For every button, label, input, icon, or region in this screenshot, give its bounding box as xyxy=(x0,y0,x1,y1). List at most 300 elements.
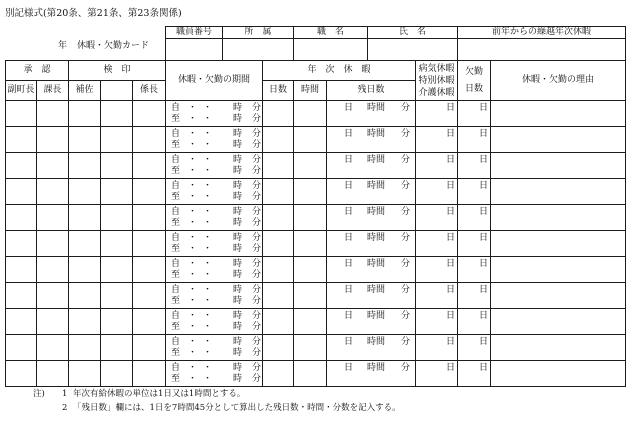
care-leave-label: 介護休暇 xyxy=(418,87,455,98)
absence-day-unit: 日 xyxy=(479,155,489,165)
subsection-chief-stamp-cell xyxy=(132,230,166,257)
vice-mayor-stamp-cell xyxy=(5,282,37,309)
other-leave-day-unit: 日 xyxy=(446,129,456,139)
assistant-chief-stamp-cell xyxy=(68,152,101,179)
period-from-label: 自 xyxy=(171,363,181,373)
annual-leave-days-cell xyxy=(262,230,294,257)
reason-header: 休暇・欠勤の理由 xyxy=(490,60,626,101)
remaining-hours-unit: 時間 xyxy=(367,181,386,191)
period-to-label: 至 xyxy=(171,244,181,254)
remaining-day-unit: 日 xyxy=(344,103,354,113)
remaining-hours-unit: 時間 xyxy=(367,207,386,217)
period-cell xyxy=(165,204,263,231)
remaining-day-unit: 日 xyxy=(344,337,354,347)
period-from-hour-label: 時 xyxy=(233,129,243,139)
other-leave-day-unit: 日 xyxy=(446,155,456,165)
remaining-days-cell xyxy=(326,360,416,387)
remaining-minutes-unit: 分 xyxy=(401,103,411,113)
record-row xyxy=(0,308,630,335)
period-to-hour-label: 時 xyxy=(233,374,243,384)
assistant-chief-stamp-cell xyxy=(68,230,101,257)
department-field xyxy=(222,38,294,61)
period-to-date-separator: ・ xyxy=(188,296,198,306)
annual-leave-days-cell xyxy=(262,152,294,179)
period-from-minute-label: 分 xyxy=(252,311,262,321)
remaining-hours-unit: 時間 xyxy=(367,233,386,243)
annual-leave-hours-cell xyxy=(293,308,327,335)
record-row xyxy=(0,100,630,127)
absence-day-unit: 日 xyxy=(479,363,489,373)
period-cell xyxy=(165,126,263,153)
position-field xyxy=(293,38,368,61)
subsection-chief-stamp-cell xyxy=(132,282,166,309)
remaining-hours-unit: 時間 xyxy=(367,363,386,373)
other-leave-days-cell xyxy=(415,178,458,205)
other-leave-days-cell xyxy=(415,360,458,387)
staff-number-field xyxy=(165,38,223,61)
period-to-date-separator: ・ xyxy=(188,244,198,254)
annual-leave-hours-cell xyxy=(293,178,327,205)
period-from-date-separator: ・ xyxy=(203,181,213,191)
other-leave-days-cell xyxy=(415,230,458,257)
annual-leave-hours-cell xyxy=(293,282,327,309)
annual-leave-hours-cell xyxy=(293,230,327,257)
period-from-minute-label: 分 xyxy=(252,129,262,139)
period-to-minute-label: 分 xyxy=(252,244,262,254)
subsection-chief-stamp-cell xyxy=(132,204,166,231)
assistant-chief-stamp-cell xyxy=(68,100,101,127)
note-text: 年次有給休暇の単位は1日又は1時間とする。 xyxy=(73,389,246,399)
annual-leave-days-cell xyxy=(262,282,294,309)
period-to-hour-label: 時 xyxy=(233,296,243,306)
reason-cell xyxy=(490,178,626,205)
annual-leave-hours-cell xyxy=(293,256,327,283)
carryover-leave-field xyxy=(457,38,626,61)
vice-mayor-stamp-cell xyxy=(5,178,37,205)
absence-label: 欠勤 xyxy=(464,66,483,77)
period-from-date-separator: ・ xyxy=(203,207,213,217)
period-to-date-separator: ・ xyxy=(188,270,198,280)
name-header: 氏 名 xyxy=(367,26,458,39)
period-from-date-separator: ・ xyxy=(188,259,198,269)
remaining-hours-unit: 時間 xyxy=(367,129,386,139)
annual-leave-days-cell xyxy=(262,360,294,387)
record-row xyxy=(0,204,630,231)
special-leave-label: 特別休暇 xyxy=(418,75,455,86)
name-field xyxy=(367,38,458,61)
blank-stamp-cell xyxy=(100,360,133,387)
assistant-chief-stamp-cell xyxy=(68,126,101,153)
absence-days-cell xyxy=(457,152,491,179)
period-to-label: 至 xyxy=(171,192,181,202)
absence-day-unit: 日 xyxy=(479,207,489,217)
blank-stamp-cell xyxy=(100,282,133,309)
period-to-date-separator: ・ xyxy=(203,192,213,202)
absence-header xyxy=(457,60,491,101)
period-from-hour-label: 時 xyxy=(233,311,243,321)
period-from-label: 自 xyxy=(171,207,181,217)
period-cell xyxy=(165,334,263,361)
period-from-date-separator: ・ xyxy=(203,103,213,113)
reason-cell xyxy=(490,204,626,231)
section-chief-stamp-cell xyxy=(36,178,69,205)
period-from-hour-label: 時 xyxy=(233,233,243,243)
period-to-date-separator: ・ xyxy=(203,296,213,306)
absence-days-cell xyxy=(457,256,491,283)
period-to-hour-label: 時 xyxy=(233,218,243,228)
period-to-label: 至 xyxy=(171,140,181,150)
period-to-label: 至 xyxy=(171,374,181,384)
period-to-date-separator: ・ xyxy=(188,218,198,228)
subsection-chief-stamp-cell xyxy=(132,360,166,387)
period-from-label: 自 xyxy=(171,337,181,347)
carryover-leave-header: 前年からの繰越年次休暇 xyxy=(457,26,626,39)
remaining-days-cell xyxy=(326,334,416,361)
period-to-date-separator: ・ xyxy=(203,270,213,280)
remaining-minutes-unit: 分 xyxy=(401,233,411,243)
vice-mayor-header: 副町長 xyxy=(5,80,37,101)
subsection-chief-stamp-cell xyxy=(132,178,166,205)
absence-days-cell xyxy=(457,126,491,153)
absence-days-cell xyxy=(457,204,491,231)
annual-leave-days-cell xyxy=(262,100,294,127)
other-leave-days-cell xyxy=(415,334,458,361)
blank-stamp-cell xyxy=(100,100,133,127)
period-from-hour-label: 時 xyxy=(233,337,243,347)
remaining-minutes-unit: 分 xyxy=(401,285,411,295)
vice-mayor-stamp-cell xyxy=(5,126,37,153)
period-from-minute-label: 分 xyxy=(252,363,262,373)
other-leave-day-unit: 日 xyxy=(446,233,456,243)
other-leave-day-unit: 日 xyxy=(446,207,456,217)
period-to-date-separator: ・ xyxy=(188,322,198,332)
period-from-date-separator: ・ xyxy=(188,103,198,113)
remaining-day-unit: 日 xyxy=(344,207,354,217)
period-to-hour-label: 時 xyxy=(233,114,243,124)
section-chief-stamp-cell xyxy=(36,282,69,309)
period-to-hour-label: 時 xyxy=(233,322,243,332)
period-cell xyxy=(165,152,263,179)
blank-stamp-cell xyxy=(100,204,133,231)
annual-leave-hours-cell xyxy=(293,360,327,387)
other-leave-day-unit: 日 xyxy=(446,311,456,321)
annual-leave-hours-cell xyxy=(293,334,327,361)
period-to-date-separator: ・ xyxy=(203,348,213,358)
period-from-date-separator: ・ xyxy=(203,363,213,373)
section-chief-header: 課長 xyxy=(36,80,69,101)
remaining-hours-unit: 時間 xyxy=(367,285,386,295)
subsection-chief-stamp-cell xyxy=(132,256,166,283)
annual-leave-hours-header: 時間 xyxy=(293,80,327,101)
annual-leave-days-cell xyxy=(262,308,294,335)
record-row xyxy=(0,126,630,153)
period-from-hour-label: 時 xyxy=(233,103,243,113)
period-cell xyxy=(165,230,263,257)
section-chief-stamp-cell xyxy=(36,256,69,283)
absence-days-label: 日数 xyxy=(464,83,483,94)
remaining-day-unit: 日 xyxy=(344,259,354,269)
section-chief-stamp-cell xyxy=(36,360,69,387)
annual-leave-days-cell xyxy=(262,204,294,231)
period-from-date-separator: ・ xyxy=(188,233,198,243)
subsection-chief-header: 係長 xyxy=(132,80,166,101)
period-from-minute-label: 分 xyxy=(252,259,262,269)
section-chief-stamp-cell xyxy=(36,100,69,127)
period-from-minute-label: 分 xyxy=(252,337,262,347)
notes-label: 注) xyxy=(33,389,45,399)
period-to-label: 至 xyxy=(171,296,181,306)
remaining-minutes-unit: 分 xyxy=(401,311,411,321)
remaining-minutes-unit: 分 xyxy=(401,207,411,217)
absence-days-cell xyxy=(457,100,491,127)
period-from-date-separator: ・ xyxy=(188,155,198,165)
remaining-day-unit: 日 xyxy=(344,285,354,295)
position-header: 職 名 xyxy=(293,26,368,39)
period-to-date-separator: ・ xyxy=(203,114,213,124)
remaining-days-cell xyxy=(326,308,416,335)
record-row xyxy=(0,230,630,257)
period-to-hour-label: 時 xyxy=(233,270,243,280)
section-chief-stamp-cell xyxy=(36,204,69,231)
period-to-hour-label: 時 xyxy=(233,348,243,358)
other-leave-days-cell xyxy=(415,282,458,309)
absence-days-cell xyxy=(457,334,491,361)
subsection-chief-stamp-cell xyxy=(132,308,166,335)
period-from-hour-label: 時 xyxy=(233,259,243,269)
form-style-label: 別記様式(第20条、第21条、第23条関係) xyxy=(5,8,182,19)
remaining-minutes-unit: 分 xyxy=(401,129,411,139)
remaining-day-unit: 日 xyxy=(344,181,354,191)
period-to-label: 至 xyxy=(171,348,181,358)
absence-days-cell xyxy=(457,230,491,257)
period-from-hour-label: 時 xyxy=(233,285,243,295)
period-from-date-separator: ・ xyxy=(203,129,213,139)
blank-stamp-cell xyxy=(100,230,133,257)
record-row xyxy=(0,334,630,361)
assistant-chief-stamp-cell xyxy=(68,256,101,283)
other-leave-days-cell xyxy=(415,126,458,153)
period-from-date-separator: ・ xyxy=(203,285,213,295)
reason-cell xyxy=(490,334,626,361)
annual-leave-header: 年 次 休 暇 xyxy=(262,60,416,81)
period-to-label: 至 xyxy=(171,114,181,124)
period-from-minute-label: 分 xyxy=(252,155,262,165)
period-from-minute-label: 分 xyxy=(252,285,262,295)
absence-days-cell xyxy=(457,308,491,335)
period-to-date-separator: ・ xyxy=(203,374,213,384)
period-from-minute-label: 分 xyxy=(252,207,262,217)
annual-leave-days-cell xyxy=(262,178,294,205)
remaining-day-unit: 日 xyxy=(344,155,354,165)
annual-leave-hours-cell xyxy=(293,100,327,127)
remaining-minutes-unit: 分 xyxy=(401,363,411,373)
absence-day-unit: 日 xyxy=(479,181,489,191)
period-to-date-separator: ・ xyxy=(188,192,198,202)
remaining-days-cell xyxy=(326,152,416,179)
reason-cell xyxy=(490,152,626,179)
section-chief-stamp-cell xyxy=(36,334,69,361)
remaining-hours-unit: 時間 xyxy=(367,103,386,113)
other-leave-day-unit: 日 xyxy=(446,285,456,295)
period-from-date-separator: ・ xyxy=(188,285,198,295)
annual-leave-days-cell xyxy=(262,334,294,361)
annual-leave-days-header: 日数 xyxy=(262,80,294,101)
remaining-hours-unit: 時間 xyxy=(367,259,386,269)
annual-leave-hours-cell xyxy=(293,126,327,153)
other-leave-days-cell xyxy=(415,256,458,283)
period-from-minute-label: 分 xyxy=(252,233,262,243)
staff-number-header: 職員番号 xyxy=(165,26,223,39)
remaining-hours-unit: 時間 xyxy=(367,155,386,165)
period-from-date-separator: ・ xyxy=(203,155,213,165)
reason-cell xyxy=(490,360,626,387)
period-from-hour-label: 時 xyxy=(233,363,243,373)
period-from-label: 自 xyxy=(171,181,181,191)
period-to-date-separator: ・ xyxy=(188,140,198,150)
reason-cell xyxy=(490,230,626,257)
blank-stamp-header xyxy=(100,80,133,101)
record-row xyxy=(0,360,630,387)
blank-stamp-cell xyxy=(100,178,133,205)
assistant-chief-stamp-cell xyxy=(68,334,101,361)
period-to-minute-label: 分 xyxy=(252,270,262,280)
blank-stamp-cell xyxy=(100,126,133,153)
other-leave-day-unit: 日 xyxy=(446,259,456,269)
blank-stamp-cell xyxy=(100,308,133,335)
assistant-chief-stamp-cell xyxy=(68,178,101,205)
record-row xyxy=(0,282,630,309)
remaining-hours-unit: 時間 xyxy=(367,311,386,321)
other-leave-day-unit: 日 xyxy=(446,103,456,113)
period-header: 休暇・欠勤の期間 xyxy=(165,60,263,101)
period-from-label: 自 xyxy=(171,103,181,113)
subsection-chief-stamp-cell xyxy=(132,152,166,179)
subsection-chief-stamp-cell xyxy=(132,334,166,361)
remaining-day-unit: 日 xyxy=(344,363,354,373)
period-from-label: 自 xyxy=(171,285,181,295)
period-from-minute-label: 分 xyxy=(252,181,262,191)
period-to-minute-label: 分 xyxy=(252,192,262,202)
remaining-minutes-unit: 分 xyxy=(401,259,411,269)
annual-leave-days-cell xyxy=(262,126,294,153)
note-text: 「残日数」欄には、1日を7時間45分として算出した残日数・時間・分数を記入する。 xyxy=(73,403,401,413)
period-to-date-separator: ・ xyxy=(188,374,198,384)
section-chief-stamp-cell xyxy=(36,152,69,179)
period-to-minute-label: 分 xyxy=(252,114,262,124)
period-to-minute-label: 分 xyxy=(252,322,262,332)
period-from-minute-label: 分 xyxy=(252,103,262,113)
vice-mayor-stamp-cell xyxy=(5,334,37,361)
period-to-hour-label: 時 xyxy=(233,166,243,176)
remaining-days-cell xyxy=(326,282,416,309)
reason-cell xyxy=(490,100,626,127)
period-from-date-separator: ・ xyxy=(188,181,198,191)
assistant-chief-stamp-cell xyxy=(68,204,101,231)
section-chief-stamp-cell xyxy=(36,126,69,153)
card-year-label: 年 xyxy=(58,41,68,51)
blank-stamp-cell xyxy=(100,152,133,179)
remaining-day-unit: 日 xyxy=(344,129,354,139)
period-to-date-separator: ・ xyxy=(203,166,213,176)
period-from-date-separator: ・ xyxy=(188,311,198,321)
reason-cell xyxy=(490,126,626,153)
annual-leave-hours-cell xyxy=(293,204,327,231)
annual-leave-days-cell xyxy=(262,256,294,283)
vice-mayor-stamp-cell xyxy=(5,230,37,257)
period-to-label: 至 xyxy=(171,322,181,332)
sick-leave-label: 病気休暇 xyxy=(418,63,455,74)
period-from-date-separator: ・ xyxy=(188,363,198,373)
absence-days-cell xyxy=(457,178,491,205)
blank-stamp-cell xyxy=(100,334,133,361)
period-from-hour-label: 時 xyxy=(233,181,243,191)
period-to-label: 至 xyxy=(171,218,181,228)
remaining-days-cell xyxy=(326,230,416,257)
period-to-minute-label: 分 xyxy=(252,166,262,176)
period-to-date-separator: ・ xyxy=(203,140,213,150)
period-from-date-separator: ・ xyxy=(203,233,213,243)
remaining-day-unit: 日 xyxy=(344,233,354,243)
period-to-date-separator: ・ xyxy=(188,348,198,358)
absence-days-cell xyxy=(457,360,491,387)
period-cell xyxy=(165,178,263,205)
period-from-date-separator: ・ xyxy=(188,129,198,139)
absence-day-unit: 日 xyxy=(479,259,489,269)
vice-mayor-stamp-cell xyxy=(5,360,37,387)
period-to-minute-label: 分 xyxy=(252,374,262,384)
assistant-chief-stamp-cell xyxy=(68,360,101,387)
period-cell xyxy=(165,256,263,283)
period-from-date-separator: ・ xyxy=(188,207,198,217)
period-to-minute-label: 分 xyxy=(252,218,262,228)
period-from-hour-label: 時 xyxy=(233,155,243,165)
blank-stamp-cell xyxy=(100,256,133,283)
period-from-date-separator: ・ xyxy=(203,311,213,321)
reason-cell xyxy=(490,308,626,335)
period-to-label: 至 xyxy=(171,270,181,280)
remaining-minutes-unit: 分 xyxy=(401,155,411,165)
other-leave-day-unit: 日 xyxy=(446,181,456,191)
remaining-days-cell xyxy=(326,204,416,231)
remaining-days-cell xyxy=(326,100,416,127)
other-leave-day-unit: 日 xyxy=(446,363,456,373)
annual-leave-hours-cell xyxy=(293,152,327,179)
assistant-chief-stamp-cell xyxy=(68,282,101,309)
period-to-date-separator: ・ xyxy=(203,322,213,332)
vice-mayor-stamp-cell xyxy=(5,152,37,179)
vice-mayor-stamp-cell xyxy=(5,256,37,283)
period-to-hour-label: 時 xyxy=(233,140,243,150)
period-from-label: 自 xyxy=(171,233,181,243)
period-to-hour-label: 時 xyxy=(233,244,243,254)
absence-day-unit: 日 xyxy=(479,311,489,321)
reason-cell xyxy=(490,282,626,309)
note-number: 2 xyxy=(62,403,68,413)
absence-day-unit: 日 xyxy=(479,103,489,113)
period-from-date-separator: ・ xyxy=(188,337,198,347)
period-to-date-separator: ・ xyxy=(188,114,198,124)
period-from-label: 自 xyxy=(171,311,181,321)
remaining-minutes-unit: 分 xyxy=(401,181,411,191)
period-to-minute-label: 分 xyxy=(252,140,262,150)
absence-day-unit: 日 xyxy=(479,233,489,243)
absence-days-cell xyxy=(457,282,491,309)
period-from-hour-label: 時 xyxy=(233,207,243,217)
remaining-day-unit: 日 xyxy=(344,311,354,321)
period-from-label: 自 xyxy=(171,155,181,165)
period-to-label: 至 xyxy=(171,166,181,176)
approval-header: 承 認 xyxy=(5,60,69,81)
